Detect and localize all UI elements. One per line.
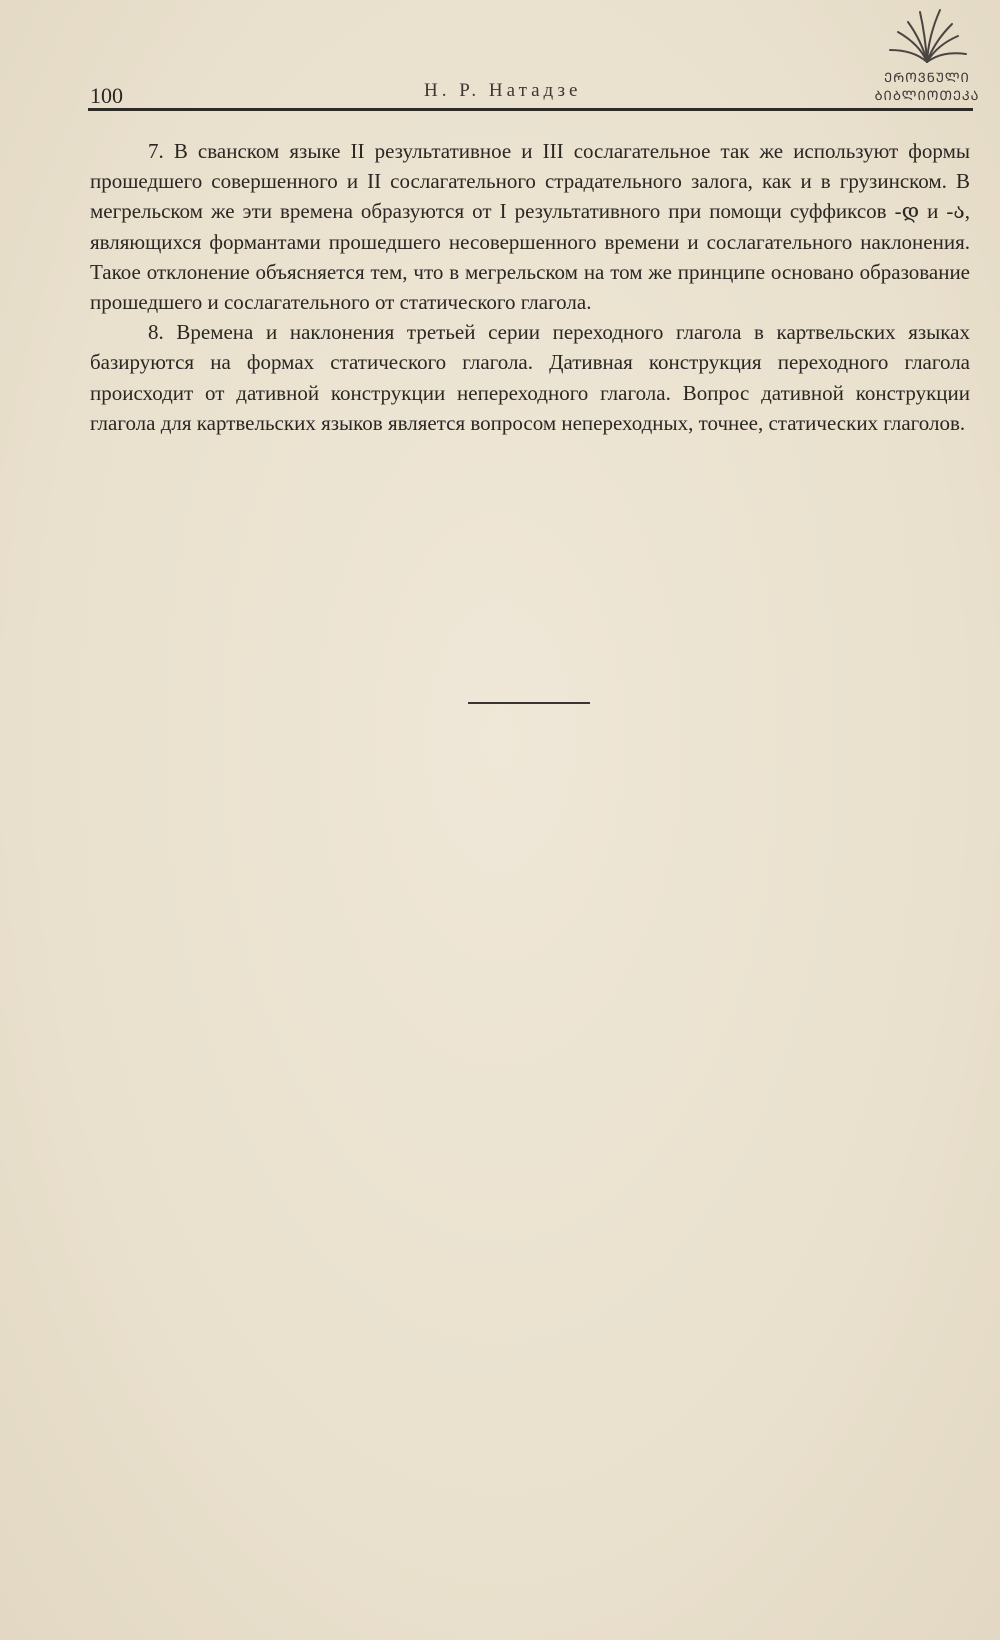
paragraph-7: 7. В сванском языке II результативное и III сослагательное так же используют формы прошедшего совершенного и II сослагательного страдательного залога, как и в грузинском. В мегрельском же эти времена образуются от I результативного при помощи суффиксов -დ и -ა, являющихся формантами прошедшего несовершенного времени и сослагательного наклонения. Такое отклонение объясняется тем, что в мегрельском на том же принципе основано образование прошедшего и сослагательного от статического глагола. [90, 139, 970, 315]
header-rule [88, 108, 973, 111]
grass-tuft-icon [884, 6, 970, 64]
page-number: 100 [90, 83, 123, 108]
library-logo [868, 6, 986, 106]
section-end-rule [468, 702, 590, 704]
running-head: Н. Р. Натадзе [424, 80, 582, 101]
body-text [90, 136, 970, 438]
library-logo-line1: ᲔᲠᲝᲕᲜᲣᲚᲘ [884, 71, 970, 86]
library-logo-line2: ᲑᲘᲑᲚᲘᲝᲗᲔᲙᲐ [874, 89, 980, 104]
paragraph-8: 8. Времена и наклонения третьей серии переходного глагола в картвельских языках базируются на формах статического глагола. Дативная конструкция переходного глагола происходит от дативной конструкции непереходного глагола. Вопрос дативной конструкции глагола для картвельских языков является вопросом непереходных, точнее, статических глаголов. [90, 320, 970, 435]
